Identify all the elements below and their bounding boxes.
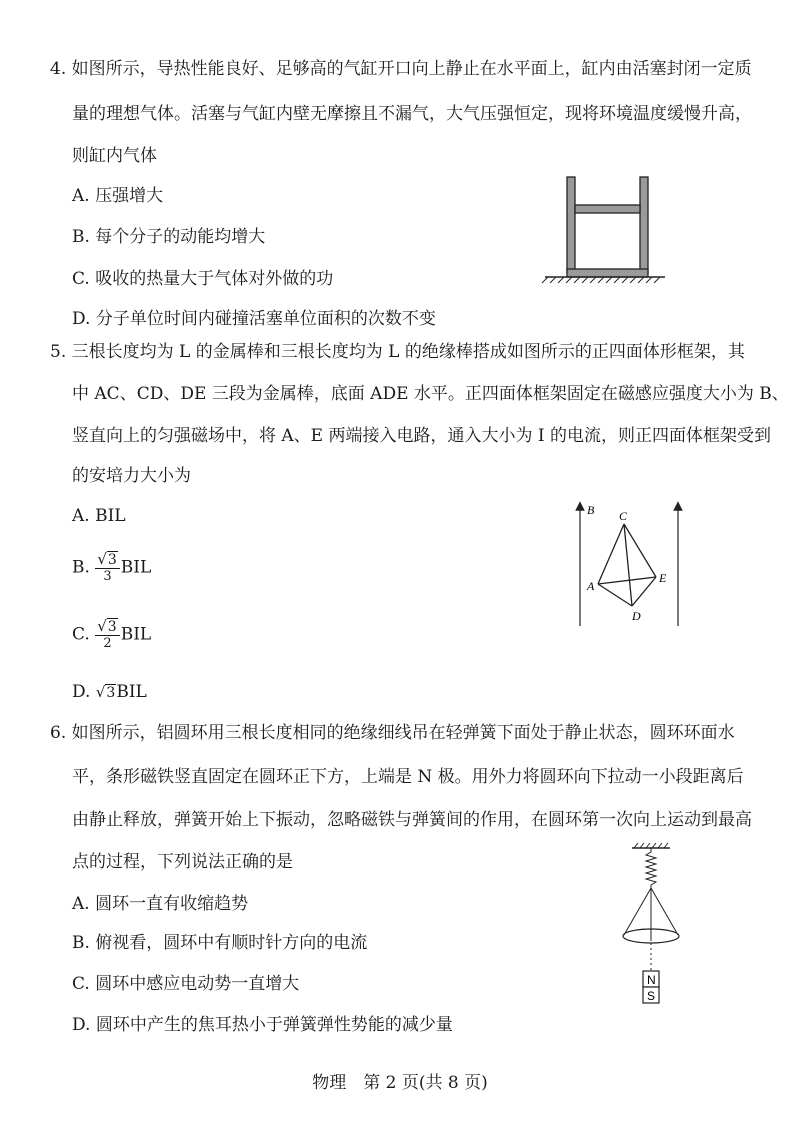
cylinder-wall-right	[640, 177, 648, 273]
label-e: E	[659, 571, 667, 585]
q4-stem-line-3: 则缸内气体	[72, 146, 157, 166]
q5-stem-line-4: 的安培力大小为	[72, 466, 191, 486]
q4-stem-line-2: 量的理想气体。活塞与气缸内壁无摩擦且不漏气，大气压强恒定，现将环境温度缓慢升高，	[72, 104, 752, 124]
q6-option-c: C. 圆环中感应电动势一直增大	[72, 974, 300, 994]
q5-option-b-denominator: 3	[103, 569, 112, 584]
piston	[575, 205, 640, 213]
q4-option-b: B. 每个分子的动能均增大	[72, 227, 266, 247]
q5-option-c-tail: BIL	[120, 624, 152, 645]
q4-option-d: D. 分子单位时间内碰撞活塞单位面积的次数不变	[72, 309, 436, 329]
cylinder-wall-left	[567, 177, 575, 273]
q6-stem-line-3: 由静止释放，弹簧开始上下振动，忽略磁铁与弹簧间的作用，在圆环第一次向上运动到最高	[72, 810, 752, 830]
magnet-n-label: N	[647, 973, 656, 987]
q5-stem-line-2: 中 AC、CD、DE 三段为金属棒，底面 ADE 水平。正四面体框架固定在磁感应强度大小为 B、	[72, 384, 789, 404]
q5-stem-line-1: 5. 三根长度均为 L 的金属棒和三根长度均为 L 的绝缘棒搭成如图所示的正四面体形框架，其	[50, 342, 745, 362]
q6-option-b: B. 俯视看，圆环中有顺时针方向的电流	[72, 933, 368, 953]
q5-option-d	[72, 681, 147, 704]
q5-stem-line-3: 竖直向上的匀强磁场中，将 A、E 两端接入电路，通入大小为 I 的电流，则正四面体框架受到	[72, 426, 772, 446]
magnet-s-label: S	[647, 989, 656, 1003]
cylinder-bottom	[567, 269, 648, 277]
page-footer: 物理 第 2 页(共 8 页)	[312, 1073, 488, 1093]
edge-ac	[598, 524, 624, 584]
q4-cylinder-figure	[540, 175, 670, 295]
label-d: D	[632, 609, 641, 623]
q5-option-b-prefix: B.	[72, 557, 96, 578]
q5-option-b-fraction: $\frac{√3}{3}$	[95, 552, 119, 584]
q5-option-b	[72, 552, 151, 584]
q5-option-c-radicand: 3	[107, 619, 117, 635]
suspension-threads	[624, 888, 678, 941]
edge-ae	[598, 577, 656, 584]
q6-stem-line-2: 平，条形磁铁竖直固定在圆环正下方，上端是 N 极。用外力将圆环向下拉动一小段距离后	[72, 767, 744, 787]
q5-option-d-prefix: D.	[72, 682, 96, 702]
q4-stem-line-1: 4. 如图所示，导热性能良好、足够高的气缸开口向上静止在水平面上，缸内由活塞封闭一定质	[50, 59, 752, 79]
label-b: B	[587, 503, 595, 517]
q6-stem-line-1: 6. 如图所示，铝圆环用三根长度相同的绝缘细线吊在轻弹簧下面处于静止状态，圆环环面水	[50, 723, 735, 743]
q6-option-d: D. 圆环中产生的焦耳热小于弹簧弹性势能的减少量	[72, 1015, 453, 1035]
q5-option-c-prefix: C.	[72, 624, 96, 645]
q4-option-c: C. 吸收的热量大于气体对外做的功	[72, 269, 334, 289]
label-a: A	[587, 579, 595, 593]
spring	[646, 848, 656, 888]
q5-option-a: A. BIL	[72, 506, 126, 526]
q6-option-a: A. 圆环一直有收缩趋势	[72, 894, 249, 914]
q5-tetrahedron-figure	[570, 500, 690, 630]
q5-option-d-tail: BIL	[116, 682, 147, 702]
q4-option-a: A. 压强增大	[72, 186, 164, 206]
edge-ad	[598, 584, 632, 606]
q5-option-c	[72, 619, 151, 651]
q6-spring-ring-figure	[612, 842, 692, 1012]
q5-option-c-fraction: $\frac{√3}{2}$	[95, 619, 119, 651]
q5-option-b-tail: BIL	[120, 557, 152, 578]
q5-option-c-denominator: 2	[103, 636, 112, 651]
q5-option-d-root: √3	[95, 683, 116, 701]
q5-option-b-radicand: 3	[107, 552, 117, 568]
q6-stem-line-4: 点的过程，下列说法正确的是	[72, 852, 293, 872]
label-c: C	[619, 509, 628, 523]
ground-hatching	[542, 277, 660, 283]
q5-option-d-radicand: 3	[106, 685, 116, 701]
edge-de	[632, 577, 656, 606]
